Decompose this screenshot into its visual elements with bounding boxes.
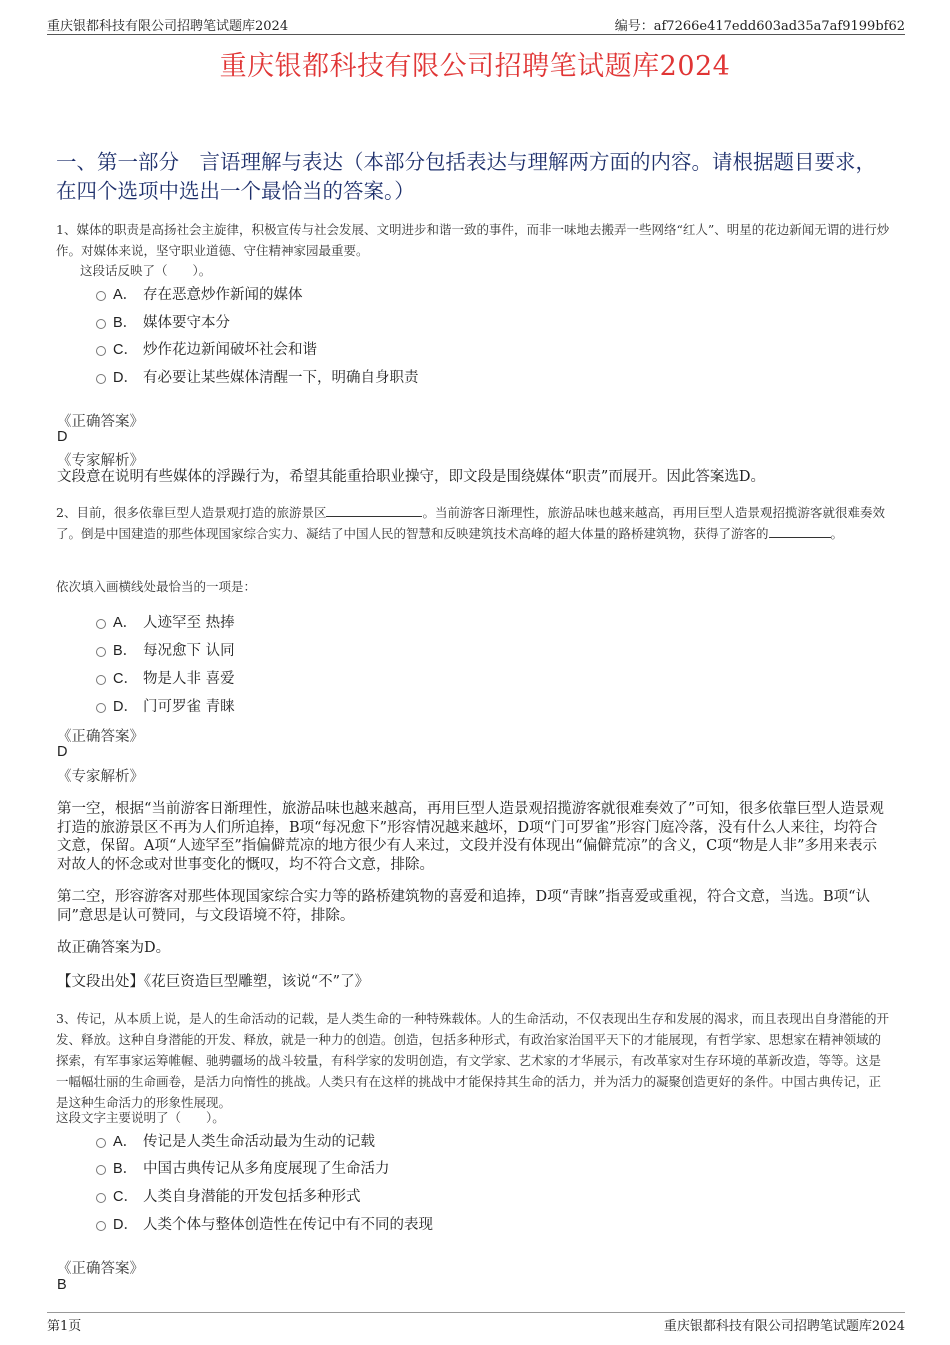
- q2-source: 【文段出处】《花巨资造巨型雕塑，该说“不”了》: [57, 974, 370, 990]
- radio-icon[interactable]: [96, 703, 106, 713]
- radio-icon[interactable]: [96, 1193, 106, 1203]
- q1-option-a[interactable]: A． 存在恶意炒作新闻的媒体: [96, 282, 303, 304]
- q3-answer-label: 《正确答案》: [57, 1261, 144, 1277]
- q1-option-c[interactable]: C． 炒作花边新闻破坏社会和谐: [96, 337, 317, 359]
- q2-stem: 2、目前，很多依靠巨型人造景观打造的旅游景区 。当前游客日渐理性，旅游品味也越来越高，再用巨型人造景观招揽游客就很难奏效了。倒是中国建造的那些体现国家综合实力、凝结了中国人民的智慧和反映建筑技术高峰的超大体量的路桥建筑物，获得了游客的 。: [56, 505, 885, 541]
- q1-analysis: 文段意在说明有些媒体的浮躁行为，希望其能重拾职业操守，即文段是围绕媒体“职责”而展开。因此答案选D。: [57, 469, 765, 485]
- radio-icon[interactable]: [96, 291, 106, 301]
- fill-blank-2: [769, 525, 831, 538]
- q1-answer: D: [57, 429, 68, 445]
- radio-icon[interactable]: [96, 346, 106, 356]
- q2-answer: D: [57, 744, 68, 760]
- document-title: 重庆银都科技有限公司招聘笔试题库2024: [219, 51, 731, 82]
- q3-option-a[interactable]: A． 传记是人类生命活动最为生动的记载: [96, 1129, 375, 1151]
- page-number: 第1页: [47, 1319, 82, 1334]
- q2-prompt: 依次填入画横线处最恰当的一项是：: [56, 579, 257, 594]
- q3-option-b[interactable]: B． 中国古典传记从多角度展现了生命活力: [96, 1156, 390, 1178]
- q2-answer-label: 《正确答案》: [57, 729, 144, 745]
- q1-stem: 1、媒体的职责是高扬社会主旋律，积极宣传与社会发展、文明进步和谐一致的事件，而非一味地去搬弄一些网络“红人”、明星的花边新闻无谓的进行炒作。对媒体来说，坚守职业道德、守住精神家园最重要。: [56, 222, 890, 258]
- q1-analysis-label: 《专家解析》: [57, 453, 144, 469]
- q3-option-c[interactable]: C． 人类自身潜能的开发包括多种形式: [96, 1184, 361, 1206]
- q3-stem: 3、传记，从本质上说，是人的生命活动的记载，是人类生命的一种特殊载体。人的生命活动，不仅表现出生存和发展的渴求，而且表现出自身潜能的开发、释放。这种自身潜能的开发、释放，就是一种力的创造。创造，包括多种形式，有政治家治国平天下的才能展现，有哲学家、思想家在精神领域的探索，有军事家运筹帷幄、驰骋疆场的战斗较量，有科学家的发明创造，有文学家、艺术家的才华展示，有改革家对生存环境的革新改造，等等。这是一幅幅壮丽的生命画卷，是活力向惰性的挑战。人类只有在这样的挑战中才能保持其生命的活力，并为活力的凝聚创造更好的条件。中国古典传记，正是这种生命活力的形象性展现。: [56, 1011, 889, 1110]
- q2-analysis-p3: 故正确答案为D。: [57, 940, 171, 956]
- q2-option-b[interactable]: B． 每况愈下 认同: [96, 638, 235, 660]
- radio-icon[interactable]: [96, 1221, 106, 1231]
- q2-option-a[interactable]: A． 人迹罕至 热捧: [96, 610, 235, 632]
- page-footer: [47, 1312, 905, 1333]
- q2-analysis-p1: 第一空，根据“当前游客日渐理性，旅游品味也越来越高，再用巨型人造景观招揽游客就很难奏效了”可知，很多依靠巨型人造景观打造的旅游景区不再为人们所追捧，B项“每况愈下”形容情况越来越坏，D项“门可罗雀”形容门庭冷落，没有什么人来往，均符合文意，保留。A项“人迹罕至”指偏僻荒凉的地方很少有人来过，文段并没有体现出“偏僻荒凉”的含义，C项“物是人非”多用来表示对故人的怀念或对世事变化的慨叹，均不符合文意，排除。: [57, 801, 884, 873]
- q1-answer-label: 《正确答案》: [57, 414, 144, 430]
- q1-prompt: 这段话反映了（ ）。: [80, 263, 212, 278]
- section-heading: 一、第一部分 言语理解与表达（本部分包括表达与理解两方面的内容。请根据题目要求，在四个选项中选出一个最恰当的答案。）: [56, 150, 876, 203]
- header-doc-id: 编号：af7266e417edd603ad35a7af9199bf62: [614, 19, 905, 34]
- q1-option-b[interactable]: B． 媒体要守本分: [96, 310, 230, 332]
- q3-option-d[interactable]: D． 人类个体与整体创造性在传记中有不同的表现: [96, 1212, 433, 1234]
- q2-analysis-p2: 第二空，形容游客对那些体现国家综合实力等的路桥建筑物的喜爱和追捧，D项“青睐”指喜爱或重视，符合文意，当选。B项“认同”意思是认可赞同，与文段语境不符，排除。: [57, 889, 871, 924]
- q3-prompt: 这段文字主要说明了（ ）。: [56, 1110, 225, 1125]
- radio-icon[interactable]: [96, 647, 106, 657]
- radio-icon[interactable]: [96, 319, 106, 329]
- page-header: [47, 14, 905, 35]
- fill-blank-1: [326, 504, 422, 517]
- radio-icon[interactable]: [96, 1138, 106, 1148]
- radio-icon[interactable]: [96, 1165, 106, 1175]
- header-title: 重庆银都科技有限公司招聘笔试题库2024: [47, 19, 289, 34]
- q2-option-d[interactable]: D． 门可罗雀 青睐: [96, 694, 235, 716]
- q3-answer: B: [57, 1277, 67, 1293]
- radio-icon[interactable]: [96, 675, 106, 685]
- radio-icon[interactable]: [96, 619, 106, 629]
- q2-option-c[interactable]: C． 物是人非 喜爱: [96, 666, 235, 688]
- q1-option-d[interactable]: D． 有必要让某些媒体清醒一下，明确自身职责: [96, 365, 419, 387]
- footer-title: 重庆银都科技有限公司招聘笔试题库2024: [663, 1319, 905, 1334]
- radio-icon[interactable]: [96, 374, 106, 384]
- q2-analysis-label: 《专家解析》: [57, 769, 144, 785]
